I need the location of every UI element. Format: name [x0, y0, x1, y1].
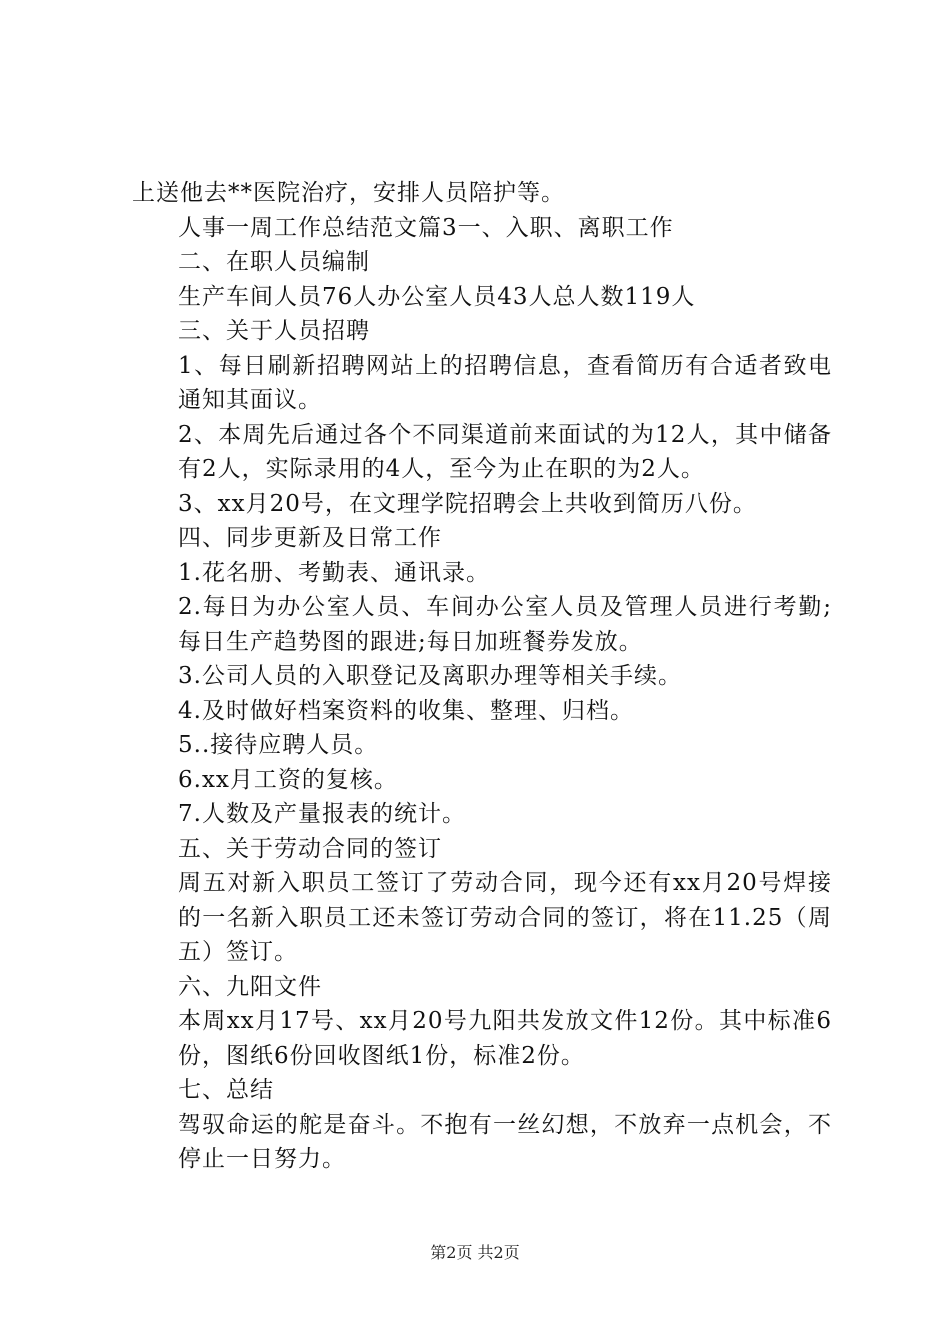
section-heading: 六、九阳文件: [178, 973, 322, 1000]
paragraph: 周五对新入职员工签订了劳动合同，现今还有xx月20号焊接的一名新入职员工还未签订劳动合同的签订，将在11.25（周五）签订。: [178, 870, 832, 965]
list-item: 3.公司人员的入职登记及离职办理等相关手续。: [178, 663, 682, 689]
section-heading: 三、关于人员招聘: [178, 318, 370, 344]
list-item: 4.及时做好档案资料的收集、整理、归档。: [178, 697, 634, 724]
list-item: 1.花名册、考勤表、通讯录。: [178, 559, 490, 586]
paragraph: 2、本周先后通过各个不同渠道前来面试的为12人，其中储备有2人，实际录用的4人，至今为止在职的为2人。: [178, 421, 832, 482]
paragraph: 1、每日刷新招聘网站上的招聘信息，查看简历有合适者致电通知其面议。: [178, 352, 832, 413]
document-body: [132, 176, 832, 1177]
paragraph: 本周xx月17号、xx月20号九阳共发放文件12份。其中标准6份，图纸6份回收图纸1份，标准2份。: [178, 1008, 832, 1069]
section-heading: 五、关于劳动合同的签订: [178, 835, 442, 862]
list-item: 5..接待应聘人员。: [178, 732, 379, 758]
list-item: 7.人数及产量报表的统计。: [178, 801, 466, 827]
section-heading: 人事一周工作总结范文篇3一、入职、离职工作: [178, 214, 674, 241]
text-line: 生产车间人员76人办公室人员43人总人数119人: [178, 283, 696, 310]
text-line: 3、xx月20号，在文理学院招聘会上共收到简历八份。: [178, 490, 757, 517]
list-item: 2.每日为办公室人员、车间办公室人员及管理人员进行考勤;每日生产趋势图的跟进;每日加班餐券发放。: [178, 594, 832, 655]
list-item: 6.xx月工资的复核。: [178, 766, 398, 793]
section-heading: 二、在职人员编制: [178, 249, 370, 275]
section-heading: 四、同步更新及日常工作: [178, 525, 442, 551]
section-heading: 七、总结: [178, 1077, 274, 1103]
page-footer: 第2页 共2页: [430, 1243, 520, 1262]
paragraph: 驾驭命运的舵是奋斗。不抱有一丝幻想，不放弃一点机会，不停止一日努力。: [178, 1111, 832, 1172]
text-line: 上送他去**医院治疗，安排人员陪护等。: [132, 180, 565, 206]
